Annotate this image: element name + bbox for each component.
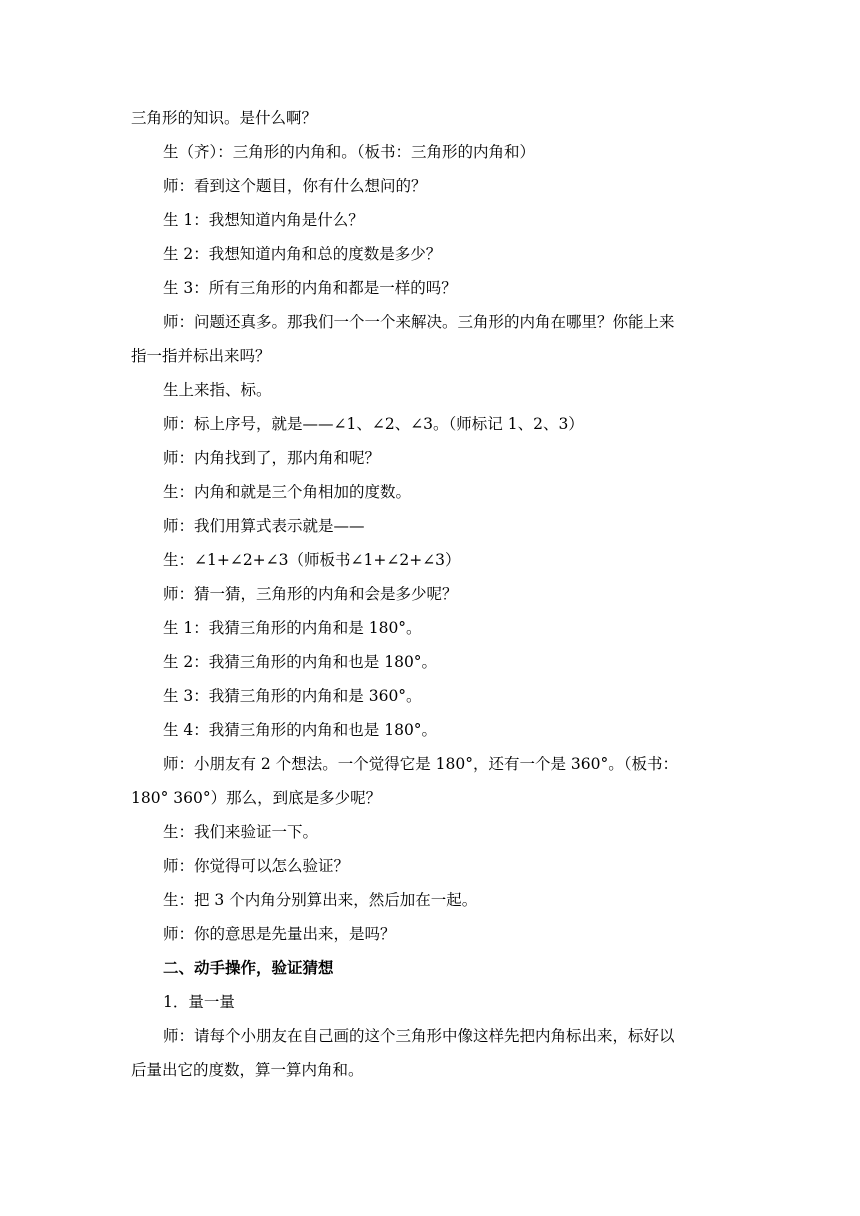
paragraph-line: 生 3：所有三角形的内角和都是一样的吗？ [163,279,457,297]
paragraph-line: 师：猜一猜，三角形的内角和会是多少呢？ [163,585,458,603]
paragraph-line: 师：小朋友有 2 个想法。一个觉得它是 180°，还有一个是 360°。（板书： [163,755,678,773]
paragraph-line: 师：我们用算式表示就是—— [163,517,365,535]
paragraph-line: 生 3：我猜三角形的内角和是 360°。 [163,687,422,705]
paragraph-line: 指一指并标出来吗？ [131,347,271,365]
paragraph-line: 师：你的意思是先量出来，是吗？ [163,925,396,943]
paragraph-line: 生 1：我猜三角形的内角和是 180°。 [163,619,422,637]
paragraph-line: 后量出它的度数，算一算内角和。 [131,1061,364,1079]
paragraph-line: 生 1：我想知道内角是什么？ [163,211,364,229]
document-body [131,101,741,1087]
paragraph-line: 生 2：我想知道内角和总的度数是多少？ [163,245,442,263]
paragraph-line: 师：标上序号，就是——∠1、∠2、∠3。（师标记 1、2、3） [163,415,584,433]
paragraph-line: 三角形的知识。是什么啊？ [131,109,318,127]
subsection-heading: 1．量一量 [163,993,235,1011]
section-heading: 二、动手操作，验证猜想 [163,958,334,977]
paragraph-line: 师：问题还真多。那我们一个一个来解决。三角形的内角在哪里？你能上来 [163,313,675,331]
paragraph-line: 师：看到这个题目，你有什么想问的？ [163,177,427,195]
paragraph-line: 生上来指、标。 [163,381,272,399]
paragraph-line: 生 2：我猜三角形的内角和也是 180°。 [163,653,438,671]
paragraph-line: 生（齐）：三角形的内角和。（板书：三角形的内角和） [163,143,536,161]
paragraph-line: 生：我们来验证一下。 [163,823,319,841]
paragraph-line: 生 4：我猜三角形的内角和也是 180°。 [163,721,438,739]
paragraph-line: 生：内角和就是三个角相加的度数。 [163,483,412,501]
paragraph-line: 180° 360°）那么，到底是多少呢？ [131,789,382,807]
paragraph-line: 师：内角找到了，那内角和呢？ [163,449,381,467]
paragraph-line: 生：把 3 个内角分别算出来，然后加在一起。 [163,891,478,909]
paragraph-line: 师：你觉得可以怎么验证？ [163,857,350,875]
paragraph-line: 师：请每个小朋友在自己画的这个三角形中像这样先把内角标出来，标好以 [163,1027,675,1045]
paragraph-line: 生：∠1+∠2+∠3（师板书∠1+∠2+∠3） [163,551,461,569]
